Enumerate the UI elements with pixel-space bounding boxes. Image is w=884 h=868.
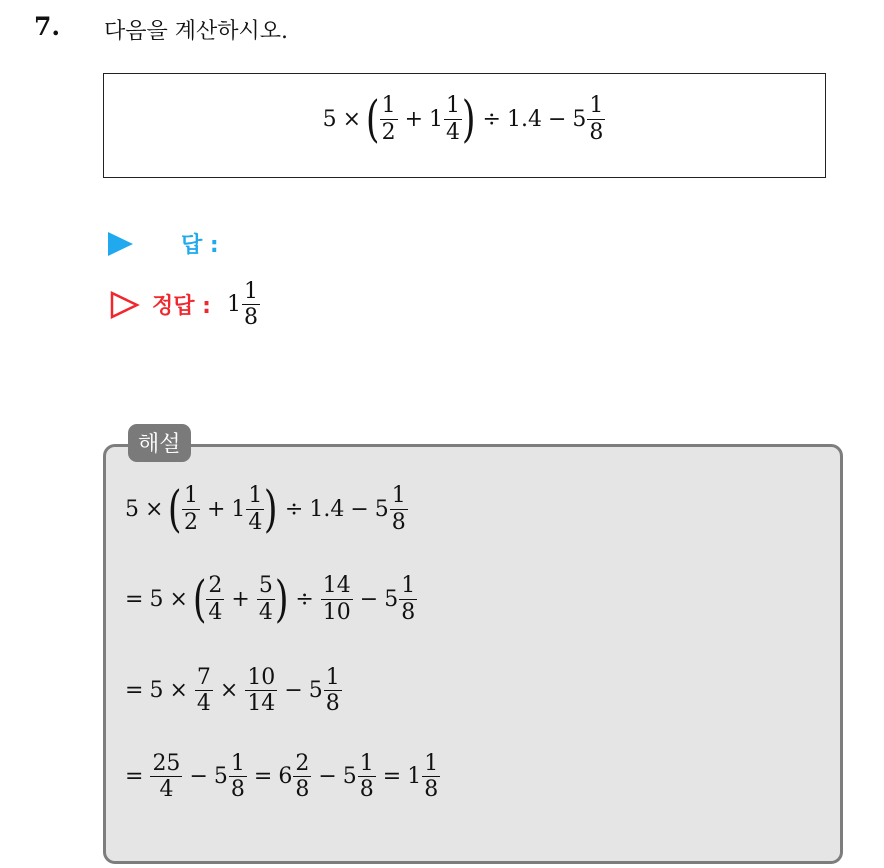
explanation-line-2: = 5 × ( $\frac{2}{4}$ + $\frac{5}{4}$ ) ÷ $\frac{14}{10}$ − 5 $\frac{1}{8}$	[125, 570, 416, 628]
left-paren: (	[365, 90, 380, 148]
divide-sign: ÷	[482, 106, 501, 132]
question-text: 다음을 계산하시오.	[104, 19, 289, 44]
problem-expression	[322, 90, 607, 148]
decimal: 1.4	[506, 106, 542, 132]
plus-sign: +	[404, 106, 423, 132]
outline-triangle-icon	[110, 291, 140, 319]
explanation-line-4: = $\frac{25}{4}$ − 5 $\frac{1}{8}$ = 6 $\frac{2}{8}$ − 5 $\frac{1}{8}$ = 1 $\frac{1}{8}$	[125, 751, 439, 803]
correct-answer-label: 정답 :	[152, 294, 211, 320]
correct-answer-line	[110, 280, 261, 329]
mixed-whole: 1	[429, 106, 443, 132]
fraction: $\frac{1}{2}$	[381, 93, 396, 145]
fraction: $\frac{1}{8}$	[589, 93, 604, 145]
explanation-line-1: 5 × ( $\frac{1}{2}$ + 1 $\frac{1}{4}$ ) ÷ 1.4 − 5 $\frac{1}{8}$	[125, 480, 406, 538]
right-paren: )	[461, 90, 476, 148]
minus-sign: −	[547, 106, 567, 132]
problem-box	[103, 73, 826, 178]
answer-label: 답 :	[181, 233, 219, 258]
term: 5	[322, 106, 337, 132]
explanation-tag: 해설	[128, 424, 191, 462]
explanation-line-3: = 5 × $\frac{7}{4}$ × $\frac{10}{14}$ − 5 $\frac{1}{8}$	[125, 665, 340, 717]
question-number: 7.	[34, 12, 61, 41]
correct-answer-value: 1 $\frac{1}{8}$	[226, 279, 258, 331]
answer-line	[108, 228, 219, 259]
play-triangle-icon	[108, 232, 133, 256]
fraction: $\frac{1}{4}$	[446, 93, 460, 145]
times-sign: ×	[342, 106, 362, 132]
mixed-whole: 5	[572, 106, 587, 132]
